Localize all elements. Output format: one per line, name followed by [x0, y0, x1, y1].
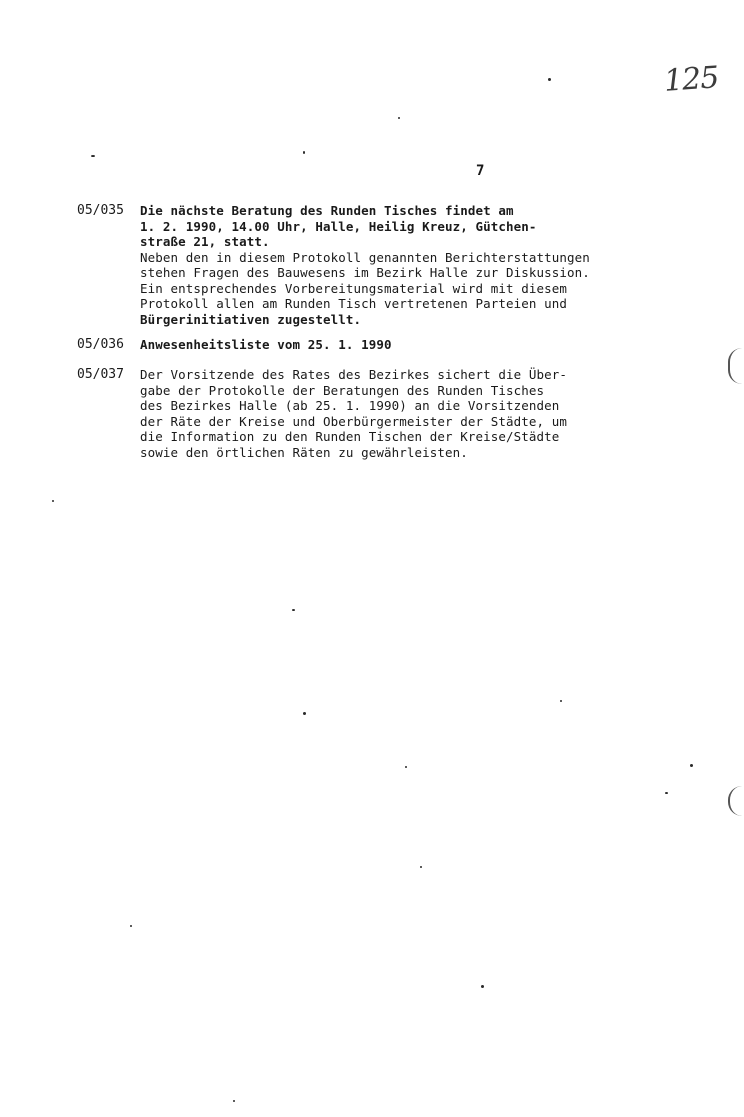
scan-speck: [91, 155, 95, 157]
entry-number: 05/035: [77, 203, 124, 218]
entry-text: [140, 367, 680, 460]
scan-speck: [665, 792, 668, 794]
entry-text: [140, 337, 680, 353]
entry-line: gabe der Protokolle der Beratungen des Runden Tisches: [140, 382, 545, 398]
scan-speck: [548, 78, 551, 81]
scan-speck: [130, 925, 132, 927]
scan-speck: [481, 985, 484, 988]
scan-speck: [303, 151, 305, 154]
entry-line: sowie den örtlichen Räten zu gewährleisten.: [140, 444, 468, 460]
entry-line: die Information zu den Runden Tischen der Kreise/Städte: [140, 429, 560, 444]
scan-speck: [690, 764, 693, 767]
entry-line: Ein entsprechendes Vorbereitungsmaterial wird mit diesem: [140, 280, 568, 296]
handwritten-archive-number: 125: [662, 60, 720, 99]
scan-speck: [52, 500, 54, 502]
entry-line: des Bezirkes Halle (ab 25. 1. 1990) an die Vorsitzenden: [140, 398, 560, 413]
entry-line: Der Vorsitzende des Rates des Bezirkes sichert die Über-: [140, 367, 568, 382]
entry-line: stehen Fragen des Bauwesens im Bezirk Halle zur Diskussion.: [140, 265, 590, 280]
page-number: 7: [476, 163, 485, 179]
entry-number: 05/036: [77, 337, 124, 352]
punch-hole-mark: [728, 348, 744, 384]
scan-speck: [420, 866, 422, 868]
entry-line: 1. 2. 1990, 14.00 Uhr, Halle, Heilig Kreuz, Gütchen-: [140, 218, 537, 234]
entry-number: 05/037: [77, 367, 124, 382]
scan-speck: [398, 117, 400, 119]
punch-hole-mark: [728, 786, 744, 816]
entry-line: Neben den in diesem Protokoll genannten Berichterstattungen: [140, 249, 590, 265]
scan-speck: [292, 609, 295, 611]
scan-speck: [233, 1100, 235, 1102]
entry-line: der Räte der Kreise und Oberbürgermeister der Städte, um: [140, 413, 568, 429]
scan-speck: [405, 766, 407, 768]
entry-line: Anwesenheitsliste vom 25. 1. 1990: [140, 337, 392, 352]
entry-line: Bürgerinitiativen zugestellt.: [140, 311, 362, 327]
scan-speck: [560, 700, 562, 702]
scan-speck: [303, 712, 306, 715]
entry-line: Protokoll allen am Runden Tisch vertretenen Parteien und: [140, 296, 568, 311]
entry-text: [140, 203, 680, 327]
entry-line: straße 21, statt.: [140, 234, 270, 249]
entry-line: Die nächste Beratung des Runden Tisches findet am: [140, 203, 514, 218]
